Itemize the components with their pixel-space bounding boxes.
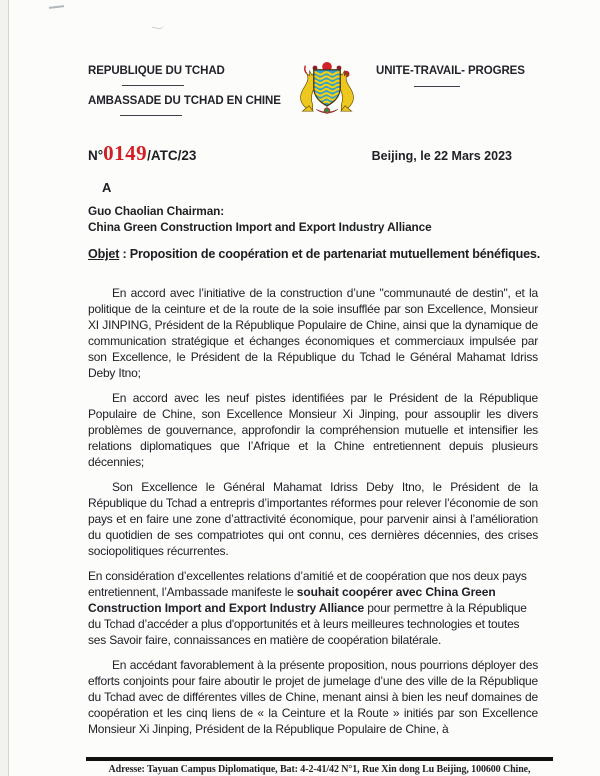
country-name: REPUBLIQUE DU TCHAD (88, 65, 225, 77)
letterhead-left-column (88, 64, 281, 116)
subject-line (88, 246, 568, 263)
letterhead (88, 64, 538, 119)
paragraph-5: En accédant favorablement à la présente proposition, nous pourrions déployer des efforts conjoints pour faire aboutir le projet de jumelage d’une des ville de la République du Tchad avec de différentes villes de Chine, menant ainsi à bien les neuf domaines de coopération et les cinq liens de « la Ceinture et la Route » initiés par son Excellence Monsieur Xi Jinping, Président de la République Populaire de Chine, à (88, 657, 538, 736)
letterhead-right-column (376, 64, 538, 87)
paragraph-4-text-end: pour permettre à la République du Tchad d’accéder a plus d'opportunités et à leurs meilleures technologies et toutes ses Savoir faire, connaissances en matière de coopération bilatérale. (88, 600, 527, 647)
paragraph-4-text-start: En considération d’excellentes relations d’amitié et de coopération que nos deux pays entretiennent, l’Ambassade manifeste le (88, 568, 527, 599)
paragraph-1: En accord avec l’initiative de la construction d’une "communauté de destin", et la politique de la ceinture et de la route de la soie insufflée par son Excellence, Monsieur XI JINPING, Président de la République Populaire de Chine, ainsi que la dynamique de communication stratégique et échanges économiques et commerciaux impulsée par son Excellence, le Président de la République du Tchad le Général Mahamat Idriss Deby Itno; (88, 285, 538, 380)
reference-prefix: N° (88, 148, 104, 163)
footer-address: Adresse: Tayuan Campus Diplomatique, Bat: 4-2-41/42 N°1, Rue Xin dong Lu Beijing, 100600 Chine, (108, 764, 531, 775)
subject-label: Objet (88, 247, 120, 261)
reference-row (88, 141, 538, 166)
divider (414, 86, 460, 87)
subject-text: Proposition de coopération et de partenariat mutuellement bénéfiques. (129, 247, 541, 261)
goat-supporter-icon (301, 66, 316, 112)
recipient-organization: China Green Construction Import and Export Industry Alliance (88, 219, 432, 234)
place-and-date: Beijing, le 22 Mars 2023 (371, 149, 512, 163)
divider (120, 115, 182, 116)
reference-suffix: /ATC/23 (147, 148, 197, 163)
recipient-block (88, 204, 538, 235)
pen-mark (152, 22, 165, 30)
subject-separator: : (119, 247, 130, 261)
paragraph-2: En accord avec les neuf pistes identifiées par le Président de la République Populaire de Chine, son Excellence Monsieur Xi Jinping, pour assouplir les divers problèmes de gouvernance, approfondir la compréhension mutuelle et intensifier les relations diplomatiques que l’Afrique et la Chine entretiennent depuis plusieurs décennies; (88, 390, 538, 469)
medal-icon (316, 106, 338, 114)
reference-number (88, 141, 196, 166)
scan-margin-strip (0, 0, 8, 776)
lion-supporter-icon (339, 71, 354, 112)
divider (122, 85, 184, 86)
letter-content (88, 64, 541, 737)
paragraph-4-bold-text: souhait coopérer avec China Green Construction Import and Export Industry Alliance (88, 584, 496, 615)
national-motto: UNITE-TRAVAIL- PROGRES (376, 65, 525, 77)
letter-body (88, 285, 538, 737)
shield-icon (311, 70, 341, 106)
staple-mark (49, 5, 64, 9)
paragraph-4 (88, 568, 538, 648)
footer-divider (86, 757, 553, 761)
recipient-salutation: A (102, 180, 112, 195)
paragraph-3: Son Excellence le Général Mahamat Idriss Deby Itno, le Président de la République du Tchad a entrepris d’importantes réformes pour relever l’économie de son pays et en faire une zone d’attractivité économique, pour parvenir ainsi à l’amélioration du quotidien de ses compatriotes qui ont connu, ces dernières décennies, des crises sociopolitiques récurrentes. (88, 479, 538, 558)
embassy-name: AMBASSADE DU TCHAD EN CHINE (88, 95, 281, 107)
reference-value: 0149 (103, 141, 148, 165)
page-edge-shadow (8, 0, 9, 776)
recipient-name: Guo Chaolian Chairman: (88, 204, 225, 218)
chad-coat-of-arms-icon (291, 59, 363, 119)
